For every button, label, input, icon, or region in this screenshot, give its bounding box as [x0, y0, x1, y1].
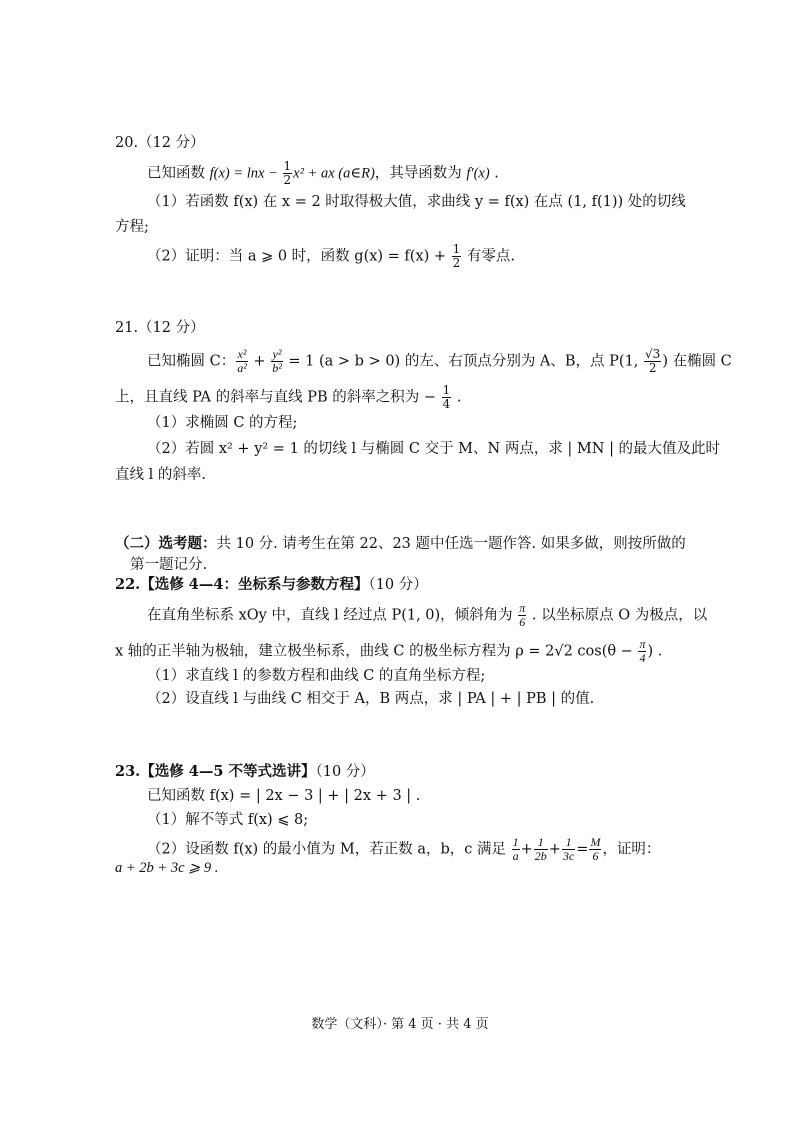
fraction: $\frac{1}{a}$ — [512, 835, 519, 863]
q20-header: 20.（12 分） — [115, 135, 205, 151]
q21-part2-cont: 直线 l 的斜率. — [115, 467, 206, 483]
q23-stem: 已知函数 f(x) = | 2x − 3 | + | 2x + 3 | . — [147, 788, 421, 804]
fraction: $\frac{1}{4}$ — [442, 383, 451, 411]
section2-instructions: （二）选考题：共 10 分. 请考生在第 22、23 题中任选一题作答. 如果多做，则按所做的 — [115, 535, 686, 552]
q20-part1-cont: 方程; — [115, 219, 149, 235]
fraction: $\frac{1}{2}$ — [283, 159, 292, 187]
q21-stem-cont: 上，且直线 PA 的斜率与直线 PB 的斜率之积为 − $\frac{1}{4}$ . — [115, 383, 462, 411]
section2-instructions-cont: 第一题记分. — [130, 557, 208, 573]
fraction: $\frac{1}{3c}$ — [562, 835, 575, 863]
q23-part1: （1）解不等式 f(x) ⩽ 8; — [147, 812, 309, 828]
q23-header: 23.【选修 4—5 不等式选讲】（10 分） — [115, 763, 375, 780]
fraction: $\frac{\pi}{6}$ — [519, 601, 526, 629]
q21-stem: 已知椭圆 C： $\frac{\text{x²}}{\text{a²}}$ + $\frac{\text{y²}}{\text{b²}}$ = 1 (a > b > 0) 的左、右顶点分别为 A、B，点 P(1, $\frac{√3}{2}$ ) 在椭圆 C — [147, 347, 732, 375]
fraction: $\frac{√3}{2}$ — [645, 347, 661, 375]
q22-header: 22.【选修 4—4：坐标系与参数方程】（10 分） — [115, 576, 428, 593]
q21-part2: （2）若圆 x² + y² = 1 的切线 l 与椭圆 C 交于 M、N 两点，求 | MN | 的最大值及此时 — [147, 441, 721, 457]
fraction: $\frac{\text{x²}}{\text{a²}}$ — [237, 347, 247, 375]
q22-stem: 在直角坐标系 xOy 中，直线 l 经过点 P(1, 0)，倾斜角为 $\frac{\pi}{6}$ . 以坐标原点 O 为极点，以 — [147, 601, 708, 629]
q20-stem: 已知函数 f(x) = lnx − $\frac{1}{2}$ x² + ax (a∈R)，其导函数为 f′(x) . — [147, 159, 499, 187]
q20-part2: （2）证明：当 a ⩾ 0 时，函数 g(x) = f(x) + $\frac{1}{2}$ 有零点. — [147, 242, 516, 270]
q22-part1: （1）求直线 l 的参数方程和曲线 C 的直角坐标方程; — [147, 668, 486, 684]
q20-part1: （1）若函数 f(x) 在 x = 2 时取得极大值，求曲线 y = f(x) 在点 (1, f(1)) 处的切线 — [147, 194, 686, 210]
fraction: $\frac{M}{6}$ — [590, 835, 601, 863]
q21-header: 21.（12 分） — [115, 320, 205, 336]
fraction: $\frac{\pi}{4}$ — [639, 637, 646, 665]
page-footer: 数学（文科）· 第 4 页 · 共 4 页 — [311, 1017, 489, 1032]
fraction: $\frac{1}{2b}$ — [534, 835, 547, 863]
fraction: $\frac{\text{y²}}{\text{b²}}$ — [272, 347, 282, 375]
q22-part2: （2）设直线 l 与曲线 C 相交于 A，B 两点，求 | PA | + | PB | 的值. — [147, 691, 595, 707]
q23-part2: （2）设函数 f(x) 的最小值为 M，若正数 a，b，c 满足 $\frac{1}{a}$ + $\frac{1}{2b}$ + $\frac{1}{3c}$ = $\frac{M}{6}$ ，证明： — [147, 835, 661, 863]
q22-stem-cont: x 轴的正半轴为极轴，建立极坐标系，曲线 C 的极坐标方程为 ρ = 2√2 cos(θ − $\frac{\pi}{4}$ ) . — [115, 637, 663, 665]
q21-part1: （1）求椭圆 C 的方程; — [147, 415, 298, 431]
q23-part2-cont: a + 2b + 3c ⩾ 9 . — [115, 860, 219, 876]
fraction: $\frac{1}{2}$ — [452, 242, 461, 270]
